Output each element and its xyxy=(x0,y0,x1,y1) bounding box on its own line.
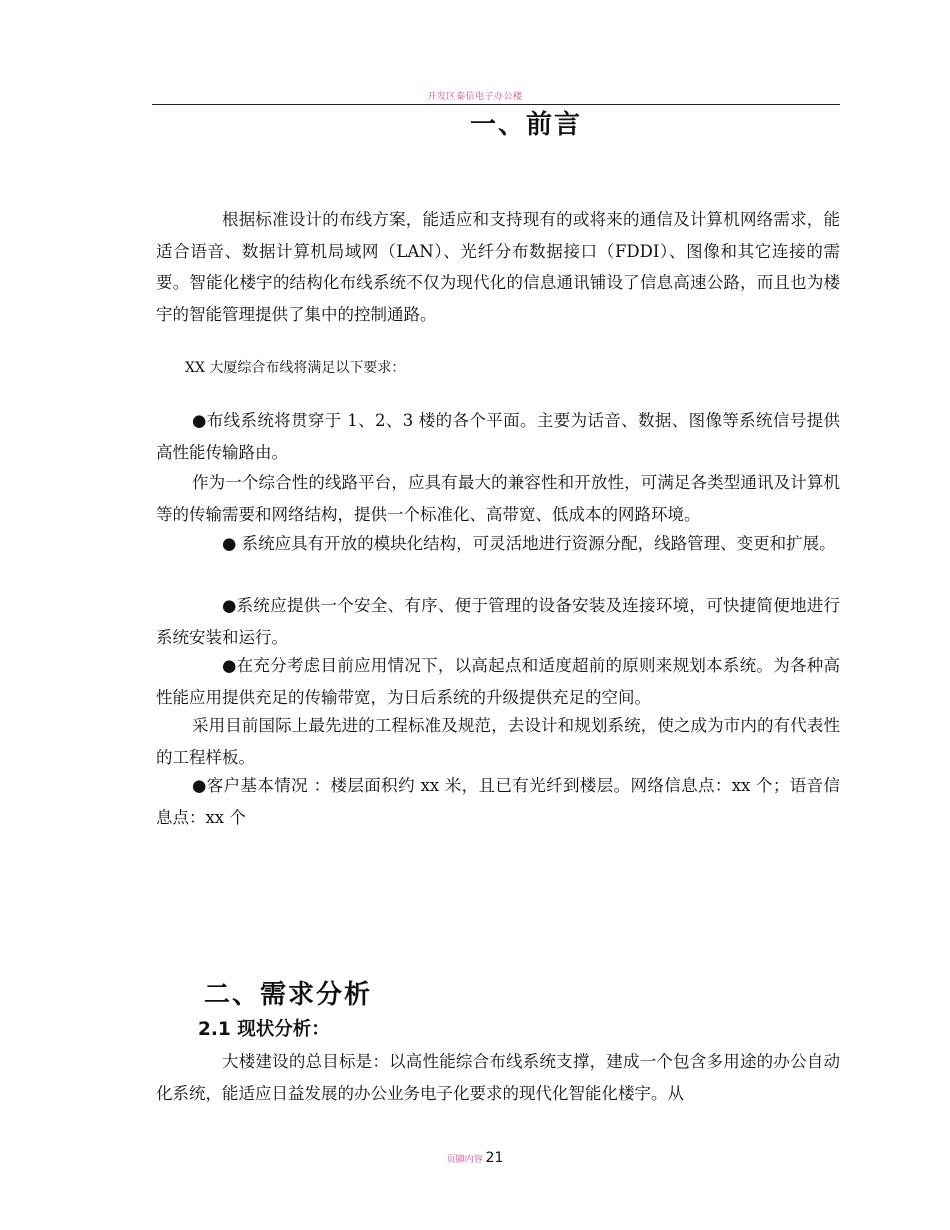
requirement-item: 采用目前国际上最先进的工程标准及规范，去设计和规划系统，使之成为市内的有代表性的工程样板。 xyxy=(156,716,840,767)
page-footer xyxy=(0,1150,950,1166)
status-analysis-paragraph: 大楼建设的总目标是：以高性能综合布线系统支撑，建成一个包含多用途的办公自动化系统，能适应日益发展的办公业务电子化要求的现代化智能化楼宇。从 xyxy=(156,1052,840,1103)
page-header: 开发区泰信电子办公楼 xyxy=(427,92,523,102)
requirement-item: ● 系统应具有开放的模块化结构，可灵活地进行资源分配，线路管理、变更和扩展。 xyxy=(222,534,836,553)
intro-paragraph: 根据标准设计的布线方案，能适应和支持现有的或将来的通信及计算机网络需求，能适合语音、数据计算机局域网（LAN）、光纤分布数据接口（FDDI）、图像和其它连接的需要。智能化楼宇的结构化布线系统不仅为现代化的信息通讯铺设了信息高速公路，而且也为楼宇的智能管理提供了集中的控制通路。 xyxy=(156,210,840,324)
customer-info-item: ●客户基本情况 ：楼层面积约 xx 米，且已有光纤到楼层。网络信息点：xx 个；语音信息点：xx 个 xyxy=(156,776,840,827)
footer-label: 页脚内容 xyxy=(446,1155,483,1165)
requirement-item: ●系统应提供一个安全、有序、便于管理的设备安装及连接环境，可快捷简便地进行系统安装和运行。 xyxy=(156,596,840,647)
requirement-item: ●布线系统将贯穿于 1、2、3 楼的各个平面。主要为话音、数据、图像等系统信号提供高性能传输路由。 xyxy=(156,411,840,462)
section-2-title: 二、需求分析 xyxy=(204,980,373,1010)
page-number: 21 xyxy=(485,1150,504,1166)
subsection-2-1-title: 2.1 现状分析： xyxy=(198,1019,330,1040)
requirement-item: 作为一个综合性的线路平台，应具有最大的兼容性和开放性，可满足各类型通讯及计算机等的传输需要和网络结构，提供一个标准化、高带宽、低成本的网路环境。 xyxy=(156,473,840,524)
requirement-item: ●在充分考虑目前应用情况下，以高起点和适度超前的原则来规划本系统。为各种高性能应用提供充足的传输带宽，为日后系统的升级提供充足的空间。 xyxy=(156,656,840,707)
section-1-title: 一、前言 xyxy=(470,110,583,140)
requirements-lead: XX 大厦综合布线将满足以下要求： xyxy=(185,360,406,376)
